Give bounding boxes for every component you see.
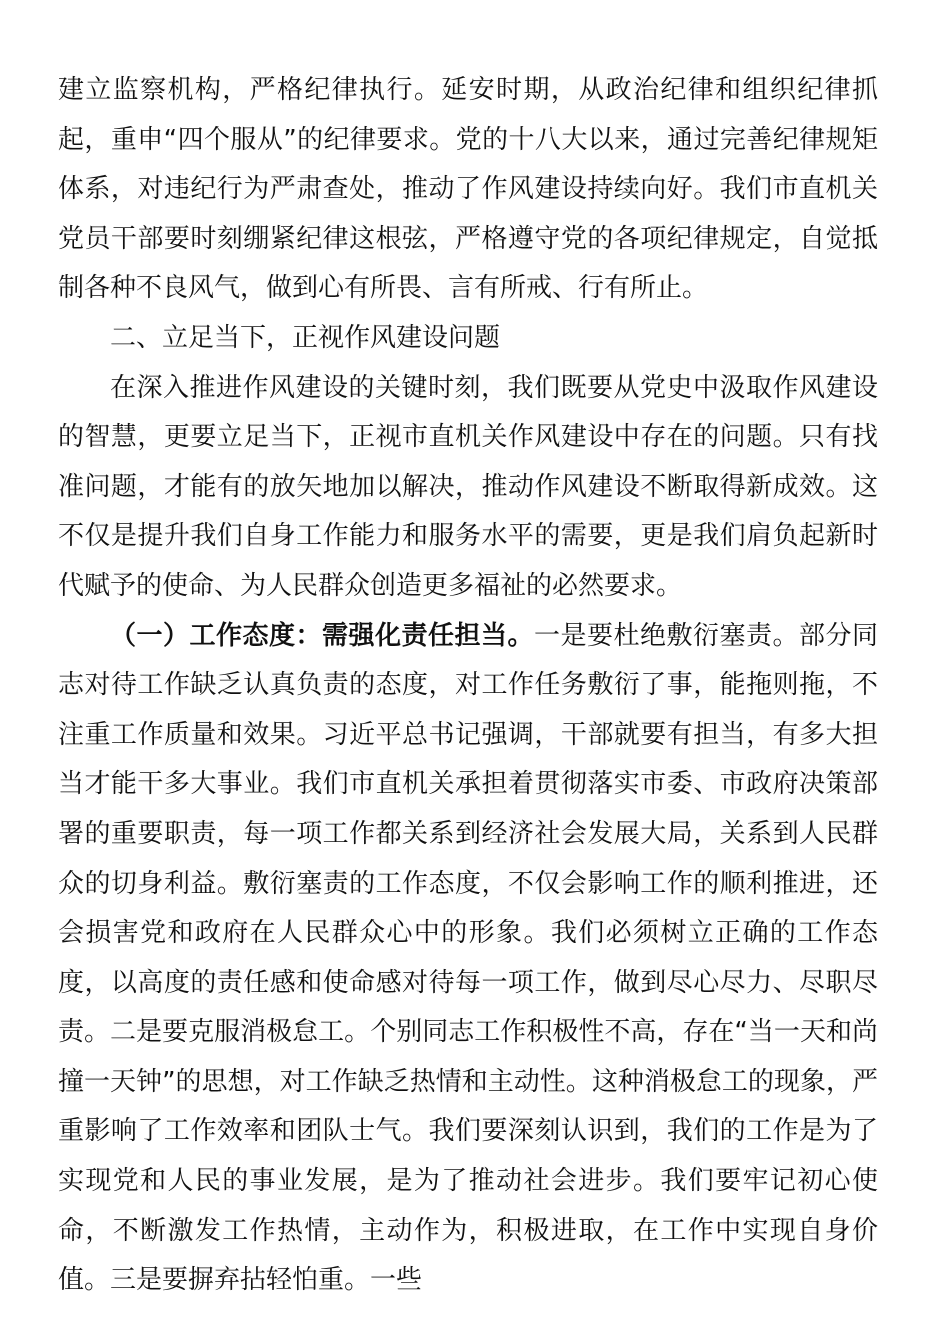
section-heading: 二、立足当下，正视作风建设问题 bbox=[110, 322, 501, 353]
paragraph-work-attitude bbox=[58, 612, 878, 1306]
paragraph-work-attitude-body: 一是要杜绝敷衍塞责。部分同志对待工作缺乏认真负责的态度，对工作任务敷衍了事，能拖则拖，不注重工作质量和效果。习近平总书记强调，干部就要有担当，有多大担当才能干多大事业。我们市直机关承担着贯彻落实市委、市政府决策部署的重要职责，每一项工作都关系到经济社会发展大局，关系到人民群众的切身利益。敷衍塞责的工作态度，不仅会影响工作的顺利推进，还会损害党和政府在人民群众心中的形象。我们必须树立正确的工作态度，以高度的责任感和使命感对待每一项工作，做到尽心尽力、尽职尽责。二是要克服消极怠工。个别同志工作积极性不高，存在“当一天和尚撞一天钟”的思想，对工作缺乏热情和主动性。这种消极怠工的现象，严重影响了工作效率和团队士气。我们要深刻认识到，我们的工作是为了实现党和人民的事业发展，是为了推动社会进步。我们要牢记初心使命，不断激发工作热情，主动作为，积极进取，在工作中实现自身价值。三是要摒弃拈轻怕重。一些 bbox=[58, 620, 878, 1296]
subsection-heading: （一）工作态度：需强化责任担当。 bbox=[110, 620, 534, 651]
paragraph-discipline: 建立监察机构，严格纪律执行。延安时期，从政治纪律和组织纪律抓起，重申“四个服从”的纪律要求。党的十八大以来，通过完善纪律规矩体系，对违纪行为严肃查处，推动了作风建设持续向好。我们市直机关党员干部要时刻绷紧纪律这根弦，严格遵守党的各项纪律规定，自觉抵制各种不良风气，做到心有所畏、言有所戒、行有所止。 bbox=[58, 75, 878, 304]
paragraph-face-problems: 在深入推进作风建设的关键时刻，我们既要从党史中汲取作风建设的智慧，更要立足当下，正视市直机关作风建设中存在的问题。只有找准问题，才能有的放矢地加以解决，推动作风建设不断取得新成效。这不仅是提升我们自身工作能力和服务水平的需要，更是我们肩负起新时代赋予的使命、为人民群众创造更多福祉的必然要求。 bbox=[58, 372, 878, 601]
document-page bbox=[58, 66, 878, 1306]
